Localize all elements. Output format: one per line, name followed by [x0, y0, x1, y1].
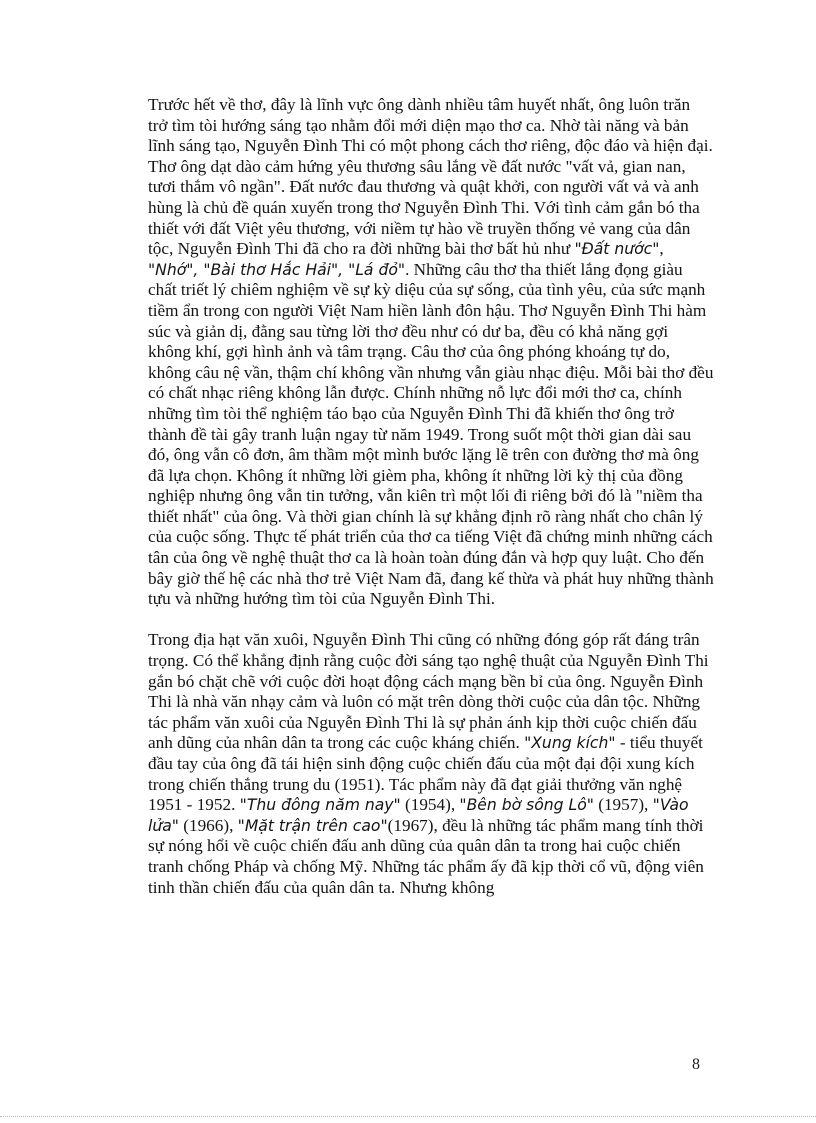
text-segment: Trong địa hạt văn xuôi, Nguyễn Đình Thi cũng có những đóng góp rất đáng trân trọng. Có thể khẳng định rằng cuộc đời sáng tạo nghệ thuật của Nguyễn Đình Thi gắn bó chặt chẽ với cuộc đời hoạt động cách mạng bền bỉ của ông. Nguyễn Đình Thi là nhà văn nhạy cảm và luôn có mặt trên dòng thời cuộc của dân tộc. Những tác phẩm văn xuôi của Nguyễn Đình Thi là sự phản ánh kịp thời cuộc chiến đấu anh dũng của nhân dân ta trong các cuộc kháng chiến. [148, 630, 709, 753]
italic-title-thu-dong: "Thu đông năm nay" [239, 796, 401, 815]
italic-titles-poems: "Nhớ", "Bài thơ Hắc Hải", "Lá đỏ" [148, 260, 406, 279]
paragraph-prose [148, 630, 714, 898]
text-segment: , [659, 239, 664, 259]
paragraph-poetry [148, 95, 714, 610]
text-segment: (1967), đều là những tác phẩm mang tính thời sự nóng hổi về cuộc chiến đấu anh dũng của quân dân ta trong hai cuộc chiến tranh chống Pháp và chống Mỹ. Những tác phẩm ấy đã kịp thời cổ vũ, động viên tinh thần chiến đấu của quân dân ta. Nhưng không [148, 815, 704, 897]
text-segment: - tiểu thuyết đầu tay của ông đã tái hiện sinh động cuộc chiến đấu của một đại đội xung kích trong chiến thắng trung du (1951). Tác phẩm này đã đạt giải thưởng văn nghệ 1951 - 1952. [148, 733, 703, 815]
page-number: 8 [692, 1056, 700, 1073]
page-bottom-border [0, 1116, 816, 1117]
text-segment: (1957), [593, 795, 653, 815]
italic-title-xung-kich: "Xung kích" [524, 734, 616, 753]
text-segment: Trước hết về thơ, đây là lĩnh vực ông dành nhiều tâm huyết nhất, ông luôn trăn trở tìm tòi hướng sáng tạo nhằm đổi mới diện mạo thơ ca. Nhờ tài năng và bản lĩnh sáng tạo, Nguyễn Đình Thi có một phong cách thơ riêng, độc đáo và hiện đại. Thơ ông dạt dào cảm hứng yêu thương sâu lắng về đất nước "vất vả, gian nan, tươi thắm vô ngần". Đất nước đau thương và quật khởi, con người vất vả và anh hùng là chủ đề quán xuyến trong thơ Nguyễn Đình Thi. Với tình cảm gắn bó tha thiết với đất Việt yêu thương, với niềm tự hào về truyền thống vẻ vang của dân tộc, Nguyễn Đình Thi đã cho ra đời những bài thơ bất hủ như [148, 95, 713, 259]
text-segment: . Những câu thơ tha thiết lắng đọng giàu chất triết lý chiêm nghiệm về sự kỳ diệu của sự sống, của tình yêu, của sức mạnh tiềm ẩn trong con người Việt Nam hiền lành đôn hậu. Thơ Nguyễn Đình Thi hàm súc và giản dị, đằng sau từng lời thơ đều như có dư ba, đều có khả năng gợi không khí, gợi hình ảnh và tâm trạng. Câu thơ của ông phóng khoáng tự do, không câu nệ vần, thậm chí không vần nhưng vẫn giàu nhạc điệu. Mỗi bài thơ đều có chất nhạc riêng không lẫn được. Chính những nỗ lực đổi mới thơ ca, chính những tìm tòi thể nghiệm táo bạo của Nguyễn Đình Thi đã khiến thơ ông trở thành đề tài gây tranh luận ngay từ năm 1949. Trong suốt một thời gian dài sau đó, ông vẫn cô đơn, âm thầm một mình bước lặng lẽ trên con đường thơ mà ông đã lựa chọn. Không ít những lời gièm pha, không ít những lời kỳ thị của đồng nghiệp nhưng ông vẫn tin tưởng, vẫn kiên trì một lối đi riêng bởi đó là "niềm tha thiết nhất" của ông. Và thời gian chính là sự khẳng định rõ ràng nhất cho chân lý của cuộc sống. Thực tế phát triển của thơ ca tiếng Việt đã chứng minh những cách tân của ông về nghệ thuật thơ ca là hoàn toàn đúng đắn và hợp quy luật. Cho đến bây giờ thế hệ các nhà thơ trẻ Việt Nam đã, đang kế thừa và phát huy những thành tựu và những hướng tìm tòi của Nguyễn Đình Thi. [148, 259, 714, 609]
italic-title-vao-lua: "Vào lửa" [148, 796, 689, 835]
italic-title-dat-nuoc: "Đất nước" [574, 240, 660, 259]
text-segment: (1954), [400, 795, 460, 815]
text-segment: (1966), [178, 815, 238, 835]
italic-title-ben-bo-song-lo: "Bên bờ sông Lô" [459, 796, 594, 815]
italic-title-mat-tran: "Mặt trận trên cao" [237, 816, 388, 835]
body-text [148, 95, 714, 898]
